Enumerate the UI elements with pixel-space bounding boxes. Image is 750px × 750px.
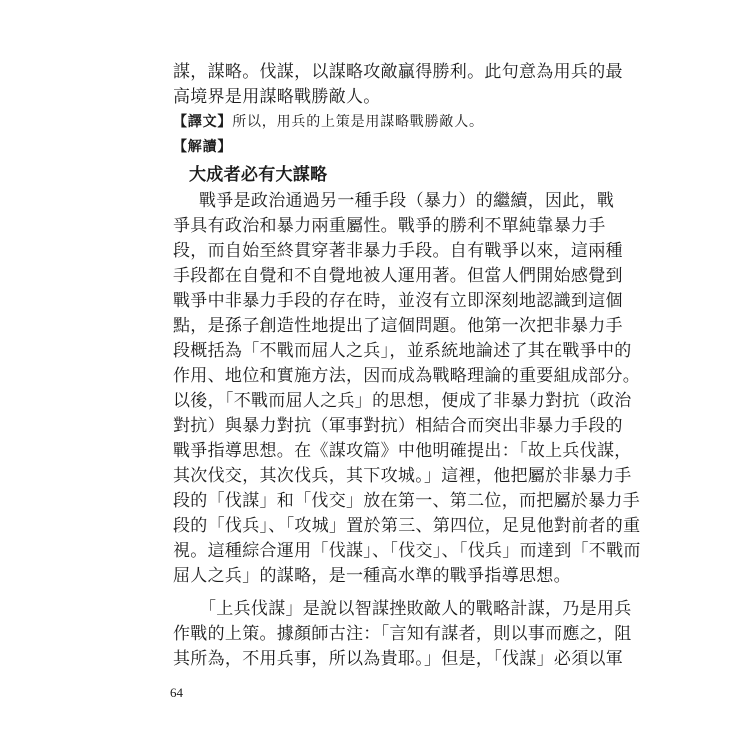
body-line: 段的「伐謀」和「伐交」放在第一、第二位，而把屬於暴力手 (173, 491, 641, 511)
body-line: 點，是孫子創造性地提出了這個問題。他第一次把非暴力手 (173, 316, 623, 336)
body-line: 段概括為「不戰而屈人之兵」，並系統地論述了其在戰爭中的 (173, 341, 632, 361)
body-line: 屈人之兵」的謀略，是一種高水準的戰爭指導思想。 (173, 566, 571, 586)
intro-line-2: 高境界是用謀略戰勝敵人。 (173, 87, 381, 107)
body-line: 其所為，不用兵事，所以為貴耶。」但是，「伐謀」必須以軍 (173, 649, 624, 669)
body-line: 戰爭指導思想。在《謀攻篇》中他明確提出：「故上兵伐謀， (173, 441, 632, 461)
body-line: 對抗）與暴力對抗（軍事對抗）相結合而突出非暴力手段的 (173, 416, 623, 436)
body-line: 視。這種綜合運用「伐謀」、「伐交」、「伐兵」而達到「不戰而 (173, 541, 641, 561)
body-line: 「上兵伐謀」是說以智謀挫敗敵人的戰略計謀，乃是用兵 (199, 599, 632, 619)
section-heading: 大成者必有大謀略 (189, 165, 328, 185)
body-line: 段的「伐兵」、「攻城」置於第三、第四位，足見他對前者的重 (173, 516, 641, 536)
page-number: 64 (170, 685, 183, 700)
commentary-label: 【解讀】 (173, 139, 233, 155)
body-line: 戰爭中非暴力手段的存在時，並沒有立即深刻地認識到這個 (173, 291, 623, 311)
body-line: 以後，「不戰而屈人之兵」的思想，便成了非暴力對抗（政治 (173, 391, 632, 411)
body-line: 手段都在自覺和不自覺地被人運用著。但當人們開始感覺到 (173, 266, 623, 286)
translation-line (173, 111, 573, 133)
body-line: 作戰的上策。據顏師古注：「言知有謀者，則以事而應之，阻 (173, 624, 632, 644)
body-line: 戰爭是政治通過另一種手段（暴力）的繼續，因此，戰 (199, 191, 615, 211)
intro-line-1: 謀，謀略。伐謀，以謀略攻敵贏得勝利。此句意為用兵的最 (173, 62, 623, 82)
body-line: 段，而自始至終貫穿著非暴力手段。自有戰爭以來，這兩種 (173, 241, 623, 261)
body-line: 爭具有政治和暴力兩重屬性。戰爭的勝利不單純靠暴力手 (173, 216, 606, 236)
translation-text: 所以，用兵的上策是用謀略戰勝敵人。 (232, 114, 484, 130)
translation-label: 【譯文】 (173, 114, 233, 130)
body-line: 作用、地位和實施方法，因而成為戰略理論的重要組成部分。 (173, 366, 641, 386)
body-line: 其次伐交，其次伐兵，其下攻城。」這裡，他把屬於非暴力手 (173, 466, 632, 486)
